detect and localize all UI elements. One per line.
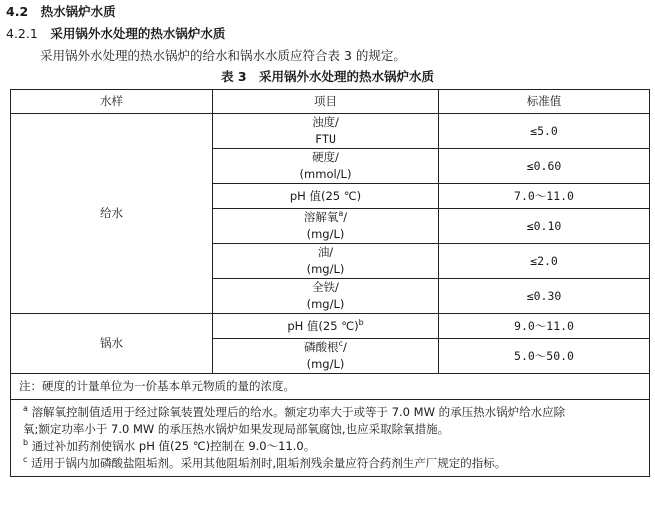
footnotes-row (11, 400, 650, 477)
item-cell: 溶解氧$^a$/ (mg/L) (213, 209, 439, 244)
section-title: 热水锅炉水质 (40, 4, 116, 19)
item-cell: 油/ (mg/L) (213, 244, 439, 279)
table-caption: 表 3 采用锅外水处理的热水锅炉水质 (220, 69, 435, 84)
value-cell: 9.0～11.0 (439, 314, 650, 339)
table-note-row (11, 374, 650, 400)
footnote-b: $^b$ 通过补加药剂使锅水 pH 值(25 ℃)控制在 9.0～11.0。 (23, 438, 316, 453)
table-row (11, 114, 650, 149)
footnote-a: $^a$ 溶解氧控制值适用于经过除氧装置处理后的给水。额定功率大于或等于 7.0 MW 的承压热水锅炉给水应除 氧;额定功率小于 7.0 MW 的承压热水锅炉如果发现局部氧腐蚀,也应采取除氧措施。 (23, 404, 566, 436)
subsection-heading (6, 24, 225, 42)
header-item: 项目 (213, 90, 439, 114)
item-cell: pH 值(25 ℃) (213, 184, 439, 209)
table-row (11, 314, 650, 339)
value-cell: 7.0～11.0 (439, 184, 650, 209)
table-note: 注：硬度的计量单位为一价基本单元物质的量的浓度。 (11, 374, 650, 400)
body-paragraph: 采用锅外水处理的热水锅炉的给水和锅水水质应符合表 3 的规定。 (40, 48, 406, 63)
header-standard: 标准值 (439, 90, 650, 114)
value-cell: ≤5.0 (439, 114, 650, 149)
value-cell: ≤0.10 (439, 209, 650, 244)
item-cell: 磷酸根$^c$/ (mg/L) (213, 339, 439, 374)
subsection-number: 4.2.1 (6, 26, 38, 41)
footnotes (11, 400, 650, 477)
value-cell: ≤2.0 (439, 244, 650, 279)
subsection-title: 采用锅外水处理的热水锅炉水质 (50, 26, 226, 41)
item-cell: 硬度/ (mmol/L) (213, 149, 439, 184)
value-cell: 5.0～50.0 (439, 339, 650, 374)
section-number: 4.2 (6, 4, 29, 19)
item-cell: pH 值(25 ℃)$^b$ (213, 314, 439, 339)
value-cell: ≤0.30 (439, 279, 650, 314)
item-cell: 全铁/ (mg/L) (213, 279, 439, 314)
footnote-c: $^c$ 适用于锅内加磷酸盐阻垢剂。采用其他阻垢剂时,阻垢剂残余量应符合药剂生产厂规定的指标。 (23, 455, 507, 470)
item-cell: 浊度/ FTU (213, 114, 439, 149)
water-quality-table (10, 89, 650, 477)
header-sample: 水样 (11, 90, 213, 114)
value-cell: ≤0.60 (439, 149, 650, 184)
table-header-row (11, 90, 650, 114)
group-feed-water: 给水 (11, 114, 213, 314)
group-boiler-water: 锅水 (11, 314, 213, 374)
section-heading (6, 2, 116, 20)
